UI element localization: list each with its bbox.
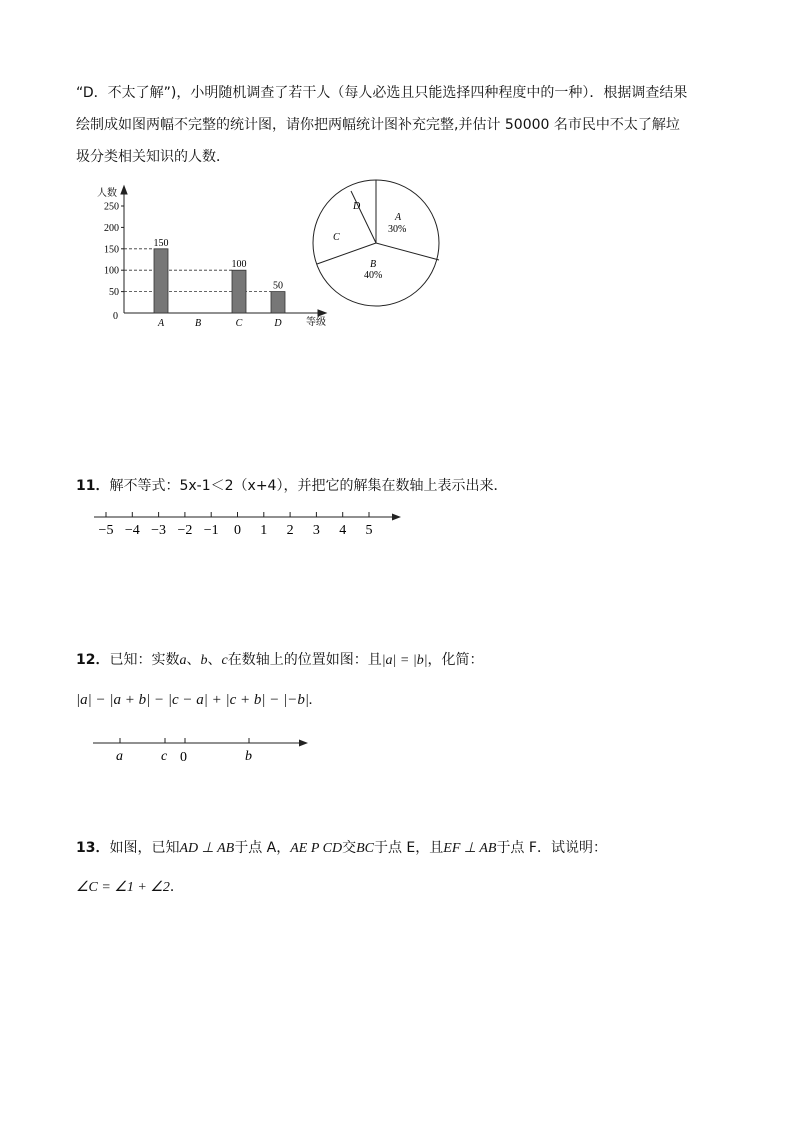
- q12-point-a: a: [116, 749, 123, 764]
- intro-line-3: 圾分类相关知识的人数．: [76, 149, 230, 165]
- y-axis-title: 人数: [97, 188, 117, 199]
- q11-tick-label-5: 0: [234, 523, 241, 538]
- q11-tick-label-2: −3: [151, 523, 167, 538]
- pie-label-c: C: [333, 232, 340, 243]
- q11-axis-arrow: [392, 514, 401, 521]
- bar-value-label-C: 100: [231, 259, 247, 271]
- pie-value-a: 30%: [388, 224, 407, 235]
- q13-text-pre: 如图，已知: [109, 840, 180, 856]
- q12-line-1: [76, 649, 484, 669]
- q13-ad-ab: AD ⊥ AB: [179, 841, 235, 856]
- y-tick-label-200: 200: [104, 222, 119, 234]
- bar-value-label-A: 150: [153, 237, 169, 249]
- y-tick-label-0: 0: [113, 311, 118, 322]
- q12-point-0: 0: [180, 750, 187, 765]
- q11-number: 11．: [76, 478, 110, 494]
- y-tick-label-50: 50: [109, 287, 119, 299]
- q13-t3: 于点 E，且: [373, 840, 444, 856]
- q11-tick-label-4: −1: [203, 523, 219, 538]
- q13-t4: 于点 F．试说明：: [496, 840, 607, 856]
- y-tick-label-250: 250: [104, 201, 119, 213]
- q12-expression: |a| − |a + b| − |c − a| + |c + b| − |−b|.: [76, 692, 313, 708]
- q11-tick-label-3: −2: [177, 523, 193, 538]
- q12-text-mid: 在数轴上的位置如图：且: [227, 652, 382, 668]
- q11-text: 解不等式：5x-1＜2（x+4），并把它的解集在数轴上表示出来．: [109, 478, 508, 494]
- q13-bc: BC: [356, 841, 374, 856]
- q12-var-a: a: [179, 653, 187, 668]
- q12-number: 12．: [76, 652, 110, 668]
- x-category-B: B: [194, 318, 202, 329]
- q12-var-b: b: [200, 653, 208, 668]
- q13-line-2: [76, 876, 184, 896]
- q13-ae-cd: AE P CD: [290, 841, 343, 856]
- bar-D: [271, 292, 285, 313]
- y-tick-label-150: 150: [104, 244, 119, 256]
- x-axis-title: 等级: [306, 317, 326, 328]
- y-tick-label-100: 100: [104, 265, 119, 277]
- q12-number-line: [88, 733, 328, 769]
- q11-line: [76, 475, 507, 495]
- pie-value-b: 40%: [364, 270, 383, 281]
- q12-text-pre: 已知：实数: [109, 652, 180, 668]
- bar-value-label-D: 50: [273, 280, 283, 292]
- q11-tick-label-0: −5: [98, 523, 114, 538]
- q12-sep-1: 、: [186, 652, 201, 668]
- q13-number: 13．: [76, 840, 110, 856]
- q13-end: ．: [169, 879, 184, 895]
- q13-ef-ab: EF ⊥ AB: [443, 841, 497, 856]
- q11-tick-label-6: 1: [260, 523, 268, 538]
- q12-condition: |a| = |b|: [381, 653, 428, 668]
- q12-point-c: c: [161, 749, 168, 764]
- pie-divider-cd: [351, 191, 376, 243]
- q11-tick-label-1: −4: [124, 523, 140, 538]
- x-category-C: C: [235, 318, 243, 329]
- intro-line-1: “D．不太了解”)，小明随机调查了若干人（每人必选且只能选择四种程度中的一种）．根据调查结果: [76, 85, 688, 101]
- q13-formula: ∠C = ∠1 + ∠2: [76, 880, 170, 895]
- q12-var-c: c: [221, 653, 228, 668]
- pie-label-b: B: [370, 259, 377, 270]
- q11-number-line: [88, 505, 408, 545]
- bar-C: [232, 270, 246, 313]
- q13-line-1: [76, 837, 607, 857]
- q12-axis-arrow: [299, 740, 308, 747]
- intro-line-2: 绘制成如图两幅不完整的统计图，请你把两幅统计图补充完整,并估计 50000 名市民中不太了解垃: [76, 117, 680, 133]
- x-category-A: A: [157, 318, 165, 329]
- q11-tick-label-10: 5: [365, 523, 373, 538]
- y-axis-arrow: [121, 186, 127, 194]
- pie-label-d: D: [353, 201, 361, 212]
- q12-text-post: ，化简：: [427, 652, 484, 668]
- q13-t2: 交: [342, 840, 357, 856]
- pie-chart: [301, 168, 451, 318]
- bar-A: [154, 249, 168, 313]
- q11-tick-label-7: 2: [286, 523, 294, 538]
- q11-tick-label-9: 4: [339, 523, 347, 538]
- q13-t1: 于点 A，: [234, 840, 291, 856]
- q12-point-b: b: [245, 749, 252, 764]
- pie-divider-ab: [376, 243, 439, 260]
- pie-label-a: A: [395, 212, 402, 223]
- pie-divider-bc: [317, 243, 376, 264]
- q11-tick-label-8: 3: [312, 523, 320, 538]
- x-category-D: D: [274, 318, 282, 329]
- q12-sep-2: 、: [207, 652, 222, 668]
